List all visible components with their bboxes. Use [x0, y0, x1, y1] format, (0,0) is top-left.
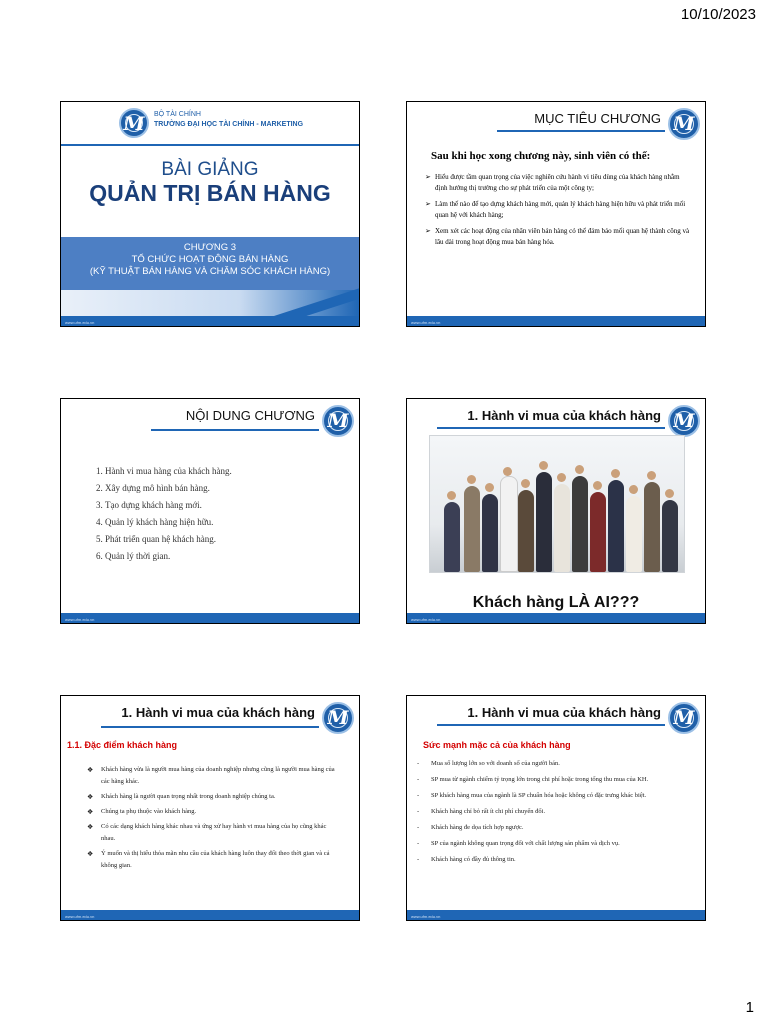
footer-url: www.ufm.edu.vn: [411, 914, 441, 919]
slide-4-who-are-customers: [406, 398, 706, 624]
footer-url: www.ufm.edu.vn: [65, 617, 95, 622]
ufm-logo-icon: M: [119, 108, 149, 138]
objectives-intro: Sau khi học xong chương này, sinh viên có thể:: [431, 150, 651, 162]
dash-bullet-icon: -: [417, 808, 420, 815]
title-rule: [101, 726, 319, 728]
list-item: - Khách hàng có đầy đủ thông tin.: [417, 856, 516, 863]
chapter-subtitle: (KỸ THUẬT BÁN HÀNG VÀ CHĂM SÓC KHÁCH HÀNG): [89, 266, 331, 277]
diamond-bullet-icon: ❖: [87, 793, 94, 801]
slide-title: MỤC TIÊU CHƯƠNG: [534, 111, 661, 126]
university-name: TRƯỜNG ĐẠI HỌC TÀI CHÍNH - MARKETING: [154, 121, 304, 128]
chapter-band: [61, 237, 359, 292]
slide-2-objectives: [406, 101, 706, 327]
ufm-logo-icon: M: [322, 405, 354, 437]
diamond-bullet-icon: ❖: [87, 766, 94, 774]
header-rule: [61, 144, 359, 146]
diamond-bullet-icon: ❖: [87, 808, 94, 816]
chapter-title: TỔ CHỨC HOẠT ĐỘNG BÁN HÀNG: [131, 254, 289, 265]
ministry-label: BỘ TÀI CHÍNH: [154, 111, 201, 118]
section-subheading: 1.1. Đặc điểm khách hàng: [67, 740, 178, 750]
slide-footer: [61, 910, 359, 920]
list-item: - SP khách hàng mua của ngành là SP chuẩn hóa hoặc không có đặc trưng khác biệt.: [417, 792, 647, 799]
slide-6-bargaining-power: [406, 695, 706, 921]
slide-3-contents: [60, 398, 360, 624]
diamond-bullet-icon: ❖: [87, 823, 94, 831]
crowd-photo: [429, 435, 685, 573]
list-item: - Khách hàng chỉ bỏ rất ít chi phí chuyển đổi.: [417, 808, 546, 815]
section-subheading: Sức mạnh mặc cả của khách hàng: [423, 740, 571, 750]
arrow-bullet-icon: ➢: [425, 200, 431, 208]
slide-title: 1. Hành vi mua của khách hàng: [121, 705, 315, 720]
customer-question: Khách hàng LÀ AI???: [472, 594, 640, 611]
list-item: 5. Phát triển quan hệ khách hàng.: [105, 531, 232, 548]
dash-bullet-icon: -: [417, 840, 420, 847]
title-rule: [437, 724, 665, 726]
list-item: - Mua số lượng lớn so với doanh số của người bán.: [417, 760, 560, 767]
list-item: ➢ Hiểu được tầm quan trọng của việc nghiên cứu hành vi tiêu dùng của khách hàng nhằm định hướng thị trường cho sự phát triển của một công ty;: [425, 173, 680, 192]
list-item: ❖ Khách hàng là người quan trọng nhất trong doanh nghiệp chúng ta.: [87, 793, 276, 801]
list-item: ➢ Xem xét các hoạt động của nhân viên bán hàng có thể đảm bảo mối quan hệ thành công và lâu dài trong hoạt động mua bán hàng hóa.: [425, 227, 690, 246]
slide-footer: [61, 613, 359, 623]
list-item: ❖ Chúng ta phụ thuộc vào khách hàng.: [87, 808, 197, 816]
title-rule: [437, 427, 665, 429]
diamond-bullet-icon: ❖: [87, 850, 94, 858]
list-item: - SP mua từ ngành chiếm tỷ trọng lớn trong chi phí hoặc trong tổng thu mua của KH.: [417, 776, 649, 783]
list-item: ❖ Khách hàng vừa là người mua hàng của doanh nghiệp nhưng cũng là người mua hàng của các hãng khác.: [87, 766, 335, 785]
slide-5-customer-traits: [60, 695, 360, 921]
footer-url: www.ufm.edu.vn: [65, 914, 95, 919]
bargaining-list: [415, 758, 701, 870]
dash-bullet-icon: -: [417, 824, 420, 831]
footer-url: www.ufm.edu.vn: [411, 617, 441, 622]
traits-list: [87, 764, 341, 875]
dash-bullet-icon: -: [417, 856, 420, 863]
arrow-bullet-icon: ➢: [425, 227, 431, 235]
list-item: 1. Hành vi mua hàng của khách hàng.: [105, 463, 232, 480]
list-item: 3. Tạo dựng khách hàng mới.: [105, 497, 232, 514]
objectives-list: [425, 172, 693, 253]
list-item: ❖ Có các dạng khách hàng khác nhau và ứng xử hay hành vi mua hàng của họ cũng khác nhau.: [87, 823, 327, 842]
ufm-logo-icon: M: [322, 702, 354, 734]
slide-1-title: [60, 101, 360, 327]
slide-title: 1. Hành vi mua của khách hàng: [467, 705, 661, 720]
slide-footer: [407, 613, 705, 623]
slide-title: 1. Hành vi mua của khách hàng: [467, 408, 661, 423]
list-item: 4. Quản lý khách hàng hiện hữu.: [105, 514, 232, 531]
footer-url: www.ufm.edu.vn: [65, 320, 95, 325]
ufm-logo-icon: M: [668, 405, 700, 437]
page-number: 1: [745, 999, 754, 1016]
chapter-number: CHƯƠNG 3: [183, 242, 237, 253]
contents-list: [89, 463, 232, 565]
dash-bullet-icon: -: [417, 776, 420, 783]
footer-url: www.ufm.edu.vn: [411, 320, 441, 325]
title-rule: [497, 130, 665, 132]
list-item: ➢ Làm thế nào để tạo dựng khách hàng mới, quản lý khách hàng hiện hữu và phát triển mối quan hệ với khách hàng;: [425, 200, 686, 219]
slide-footer: [61, 316, 359, 326]
lecture-label: BÀI GIẢNG: [161, 159, 259, 180]
dash-bullet-icon: -: [417, 760, 420, 767]
arrow-bullet-icon: ➢: [425, 173, 431, 181]
slide-title: NỘI DUNG CHƯƠNG: [185, 408, 315, 423]
list-item: - Khách hàng đe dọa tích hợp ngược.: [417, 824, 524, 831]
ufm-logo-icon: M: [668, 702, 700, 734]
print-date: 10/10/2023: [680, 6, 756, 23]
list-item: - SP của ngành không quan trọng đối với chất lượng sản phẩm và dịch vụ.: [417, 840, 620, 847]
slide-footer: [407, 316, 705, 326]
list-item: 6. Quản lý thời gian.: [105, 548, 232, 565]
ufm-logo-icon: M: [668, 108, 700, 140]
list-item: 2. Xây dựng mô hình bán hàng.: [105, 480, 232, 497]
list-item: ❖ Ý muốn và thị hiếu thỏa mãn nhu cầu của khách hàng luôn thay đổi theo thời gian và cả không gian.: [87, 850, 330, 869]
dash-bullet-icon: -: [417, 792, 420, 799]
title-rule: [151, 429, 319, 431]
slide-footer: [407, 910, 705, 920]
course-title: QUẢN TRỊ BÁN HÀNG: [89, 180, 331, 206]
